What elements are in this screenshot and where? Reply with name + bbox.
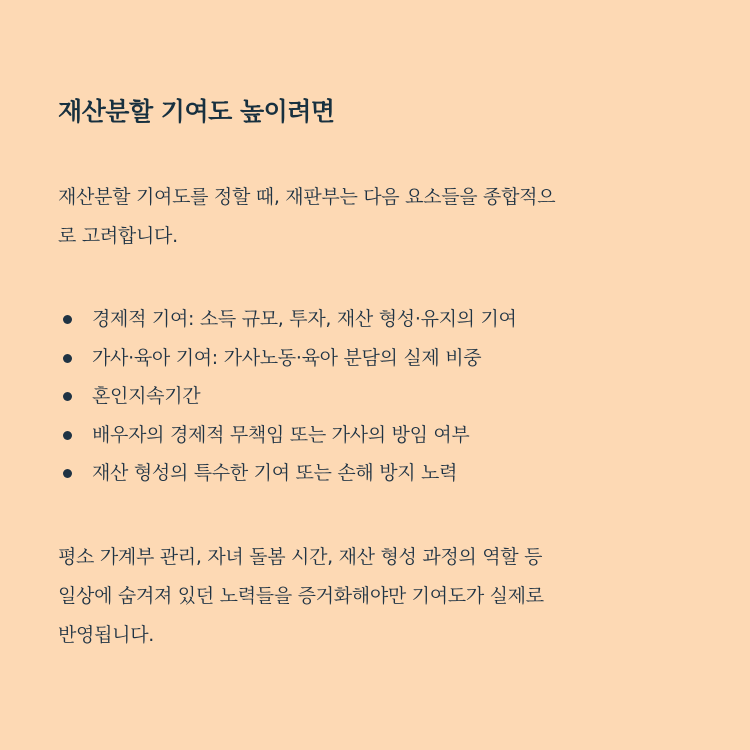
factor-text: 배우자의 경제적 무책임 또는 가사의 방임 여부 (92, 423, 470, 446)
bullet-icon (63, 469, 72, 478)
intro-line-2: 로 고려합니다. (58, 225, 178, 247)
closing-paragraph (58, 538, 698, 655)
list-item (58, 454, 698, 493)
factor-text: 혼인지속기간 (92, 385, 201, 407)
page-title: 재산분할 기여도 높이려면 (58, 97, 335, 126)
list-item (58, 339, 698, 378)
bullet-icon (63, 431, 72, 440)
intro-line-1: 재산분할 기여도를 정할 때, 재판부는 다음 요소들을 종합적으 (58, 186, 556, 208)
factor-text: 경제적 기여: 소득 규모, 투자, 재산 형성·유지의 기여 (92, 308, 517, 330)
list-item (58, 416, 698, 455)
bullet-icon (63, 315, 72, 324)
intro-paragraph (58, 178, 698, 256)
closing-line-2: 일상에 숨겨져 있던 노력들을 증거화해야만 기여도가 실제로 (58, 585, 544, 607)
factor-list (58, 300, 698, 493)
factor-text: 가사·육아 기여: 가사노동·육아 분담의 실제 비중 (92, 346, 482, 369)
factor-text: 재산 형성의 특수한 기여 또는 손해 방지 노력 (92, 462, 458, 484)
list-item (58, 300, 698, 339)
bullet-icon (63, 354, 72, 363)
closing-line-1: 평소 가계부 관리, 자녀 돌봄 시간, 재산 형성 과정의 역할 등 (58, 546, 543, 568)
bullet-icon (63, 392, 72, 401)
list-item (58, 377, 698, 416)
closing-line-3: 반영됩니다. (58, 624, 155, 646)
